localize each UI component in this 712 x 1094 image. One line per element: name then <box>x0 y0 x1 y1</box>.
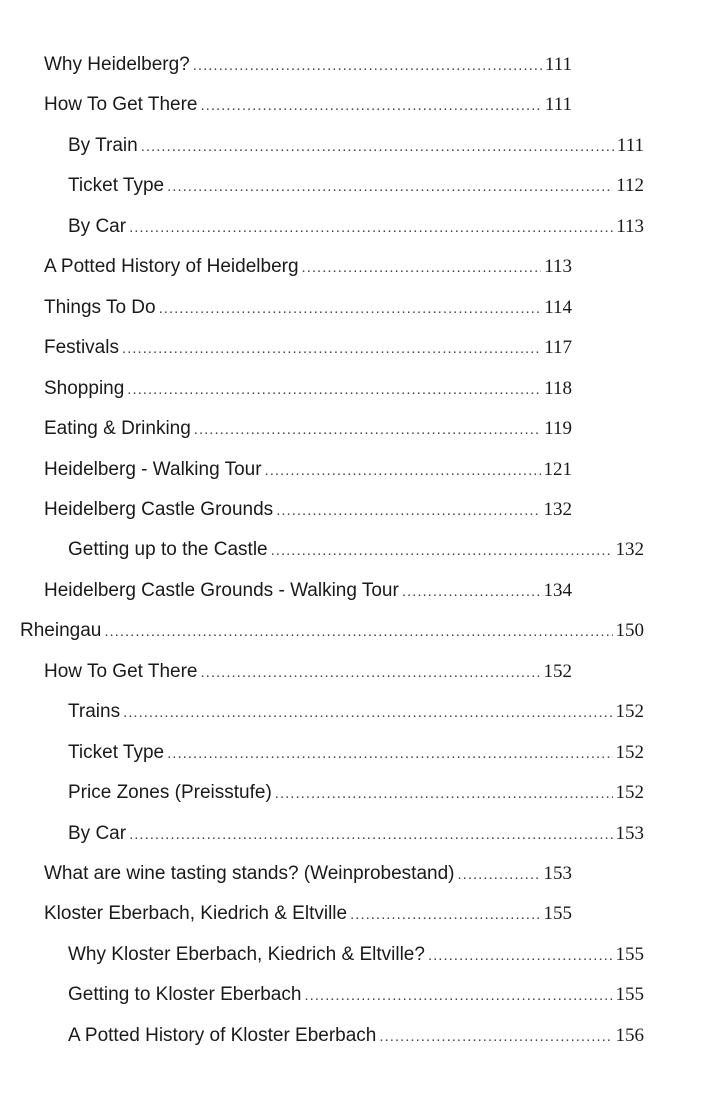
dot-leader <box>127 381 541 398</box>
dot-leader <box>275 785 613 802</box>
dot-leader <box>200 97 541 114</box>
toc-entry-page-number: 113 <box>544 256 572 278</box>
toc-entry[interactable] <box>68 742 644 770</box>
toc-entry[interactable] <box>44 863 572 891</box>
toc-entry[interactable] <box>44 378 572 406</box>
toc-entry-title: Heidelberg - Walking Tour <box>44 458 262 480</box>
dot-leader <box>159 300 542 317</box>
toc-entry-title: Ticket Type <box>68 175 165 197</box>
toc-entry-page-number: 150 <box>615 620 644 642</box>
toc-entry[interactable] <box>68 216 644 244</box>
toc-entry[interactable] <box>68 175 644 203</box>
toc-entry-title: Why Heidelberg? <box>44 54 190 75</box>
dot-leader <box>379 1028 612 1045</box>
dot-leader <box>129 826 612 843</box>
toc-entry-page-number: 152 <box>615 701 644 723</box>
toc-entry-page-number: 111 <box>544 94 572 116</box>
toc-entry[interactable] <box>44 94 572 122</box>
toc-entry[interactable] <box>68 1025 644 1053</box>
toc-entry-title: Getting up to the Castle <box>68 539 268 561</box>
toc-entry[interactable] <box>68 823 644 851</box>
dot-leader <box>193 57 542 74</box>
toc-entry-page-number: 111 <box>544 54 572 75</box>
toc-entry-title: By Train <box>68 134 138 156</box>
toc-entry-title: Trains <box>68 701 121 723</box>
toc-entry-page-number: 121 <box>543 458 572 480</box>
toc-entry-page-number: 152 <box>543 660 572 682</box>
toc-entry-page-number: 156 <box>615 1024 644 1046</box>
toc-entry-title: A Potted History of Heidelberg <box>44 256 299 278</box>
dot-leader <box>194 421 541 438</box>
toc-entry[interactable] <box>68 944 644 972</box>
toc-entry-title: How To Get There <box>44 94 198 116</box>
toc-entry-page-number: 117 <box>544 337 572 359</box>
dot-leader <box>129 219 613 236</box>
toc-entry[interactable] <box>68 984 644 1012</box>
toc-entry-title: Heidelberg Castle Grounds - Walking Tour <box>44 579 399 601</box>
dot-leader <box>302 259 542 276</box>
toc-entry-title: How To Get There <box>44 660 198 682</box>
toc-entry[interactable] <box>68 539 644 567</box>
dot-leader <box>271 542 613 559</box>
toc-entry[interactable] <box>44 459 572 487</box>
toc-entry-page-number: 111 <box>616 134 644 156</box>
toc-entry-page-number: 118 <box>544 377 572 399</box>
dot-leader <box>104 623 612 640</box>
toc-entry-title: Why Kloster Eberbach, Kiedrich & Eltville? <box>68 943 425 965</box>
toc-entry-title: Kloster Eberbach, Kiedrich & Eltville <box>44 903 348 925</box>
toc-entry[interactable] <box>44 499 572 527</box>
toc-entry-title: Shopping <box>44 377 125 399</box>
toc-entry-page-number: 152 <box>615 741 644 763</box>
toc-entry-page-number: 153 <box>543 863 572 884</box>
toc-entry-title: Rheingau <box>20 620 102 642</box>
toc-entry-page-number: 155 <box>615 943 644 965</box>
toc-entry[interactable] <box>44 297 572 325</box>
toc-entry-page-number: 155 <box>615 984 644 1006</box>
toc-entry[interactable] <box>44 661 572 689</box>
toc-entry-page-number: 119 <box>544 418 572 440</box>
toc-entry-page-number: 132 <box>543 498 572 520</box>
toc-entry-page-number: 113 <box>616 215 644 237</box>
dot-leader <box>265 462 541 479</box>
toc-entry[interactable] <box>68 135 644 163</box>
toc-entry[interactable] <box>68 782 644 810</box>
toc-entry[interactable] <box>44 418 572 446</box>
toc-entry-title: Price Zones (Preisstufe) <box>68 782 272 804</box>
dot-leader <box>200 664 540 681</box>
toc-entry[interactable] <box>20 620 644 648</box>
toc-entry-page-number: 153 <box>615 822 644 844</box>
toc-entry-title: By Car <box>68 215 127 237</box>
toc-entry-title: Festivals <box>44 337 119 359</box>
dot-leader <box>141 138 614 155</box>
dot-leader <box>428 947 613 964</box>
toc-entry-title: Things To Do <box>44 296 156 318</box>
toc-entry[interactable] <box>68 701 644 729</box>
toc-entry[interactable] <box>44 54 572 82</box>
toc-entry-page-number: 132 <box>615 539 644 561</box>
dot-leader <box>167 745 612 762</box>
dot-leader <box>122 340 541 357</box>
toc-entry-page-number: 114 <box>544 296 572 318</box>
toc-entry-title: By Car <box>68 822 127 844</box>
toc-entry-page-number: 152 <box>615 782 644 804</box>
toc-entry-title: A Potted History of Kloster Eberbach <box>68 1024 377 1046</box>
toc-entry[interactable] <box>44 337 572 365</box>
toc-entry-page-number: 155 <box>543 903 572 925</box>
dot-leader <box>402 583 541 600</box>
dot-leader <box>276 502 540 519</box>
toc-entry-title: Getting to Kloster Eberbach <box>68 984 302 1006</box>
toc-entry-page-number: 134 <box>543 579 572 601</box>
toc-entry[interactable] <box>44 903 572 931</box>
dot-leader <box>457 866 540 883</box>
toc-entry-title: Ticket Type <box>68 741 165 763</box>
toc-entry-title: What are wine tasting stands? (Weinprobestand) <box>44 863 455 884</box>
toc-entry[interactable] <box>44 256 572 284</box>
dot-leader <box>167 178 613 195</box>
toc-entry[interactable] <box>44 580 572 608</box>
dot-leader <box>304 987 612 1004</box>
dot-leader <box>350 906 540 923</box>
toc-entry-title: Eating & Drinking <box>44 418 191 440</box>
toc-entry-page-number: 112 <box>616 175 644 197</box>
dot-leader <box>123 704 612 721</box>
toc-entry-title: Heidelberg Castle Grounds <box>44 498 274 520</box>
